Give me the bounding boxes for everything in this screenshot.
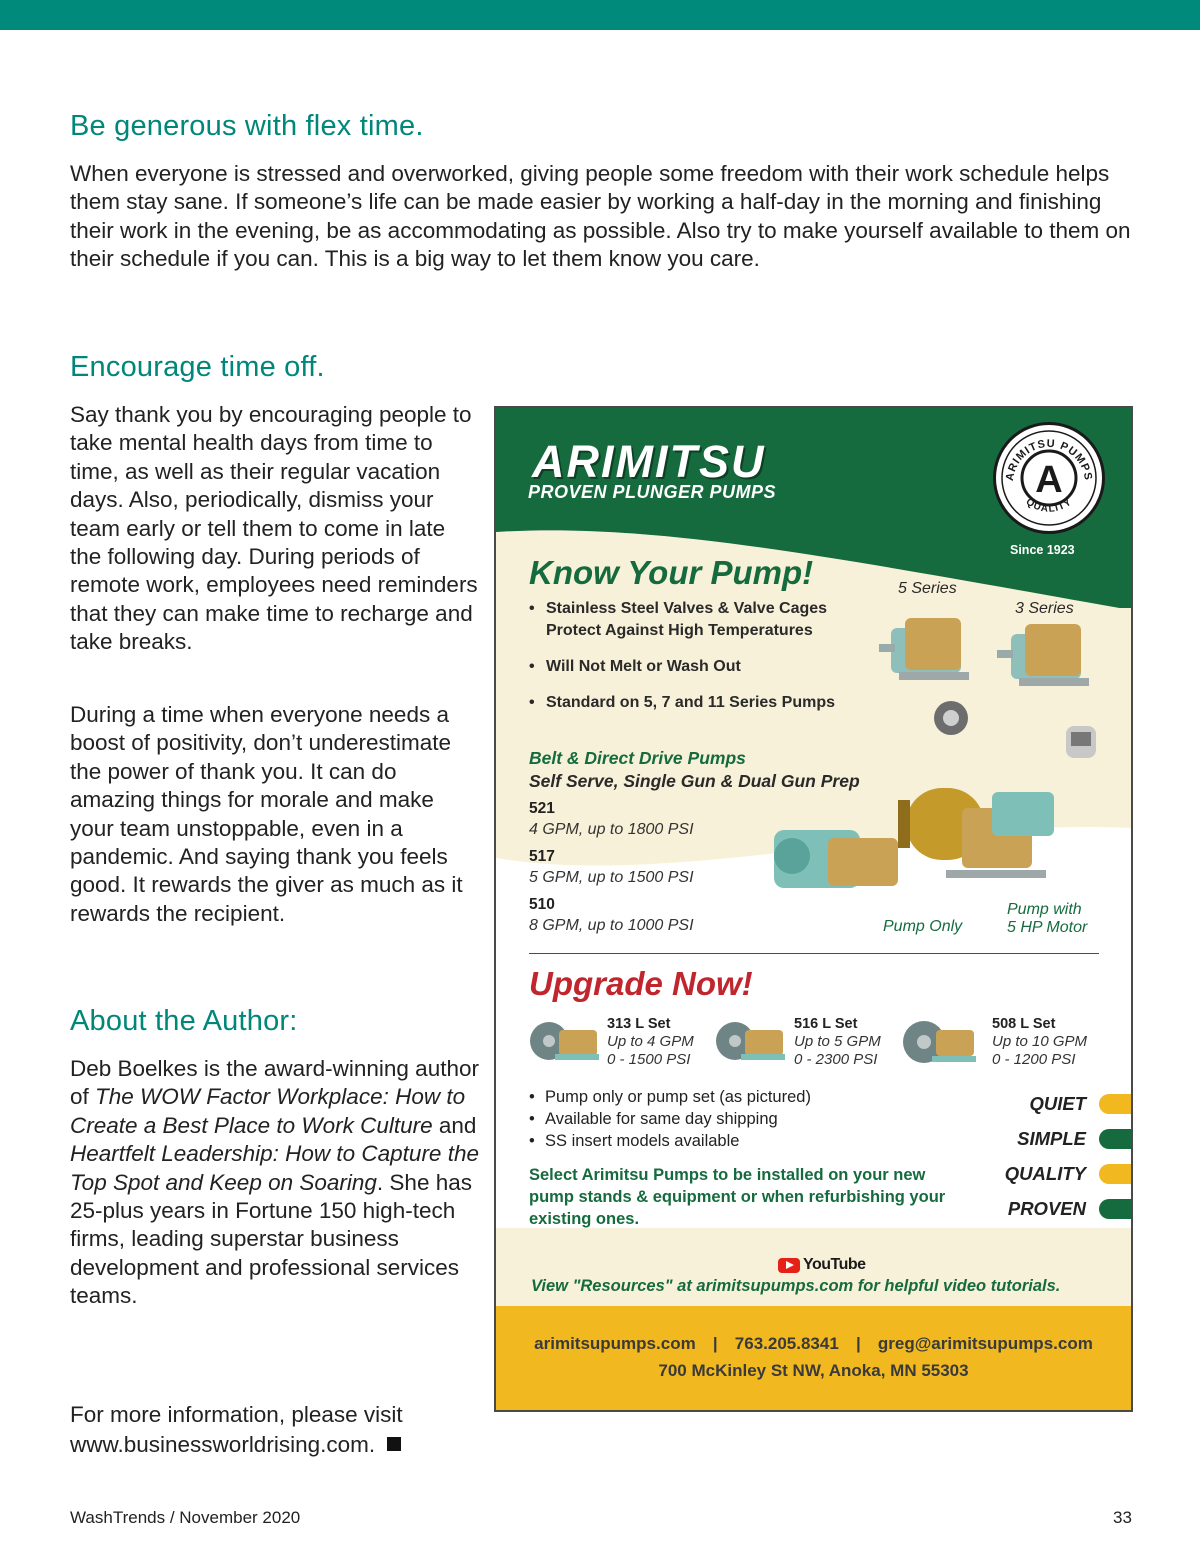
top-color-bar xyxy=(0,0,1200,30)
paragraph-time-off-1-text: Say thank you by encouraging people to take mental health days from time to time, as well as their regular vacation days. Also, periodically, dismiss your team early or tell them to come in late the following day. During periods of remote work, employees need reminders that they can make time to recharge and take breaks. xyxy=(70,402,478,655)
heading-time-off: Encourage time off. xyxy=(70,351,325,383)
svg-text:ARIMITSU PUMPS: ARIMITSU PUMPS xyxy=(1003,437,1095,482)
pump-feature-item: • Standard on 5, 7 and 11 Series Pumps xyxy=(529,692,879,714)
model-spec: 4 GPM, up to 1800 PSI xyxy=(529,821,694,838)
youtube-logo xyxy=(778,1256,866,1274)
model-number: 521 xyxy=(529,800,555,817)
quality-seal xyxy=(993,422,1105,534)
label-pump-only: Pump Only xyxy=(883,918,963,935)
contact-address: 700 McKinley St NW, Anoka, MN 55303 xyxy=(658,1361,969,1380)
upgrade-feature-item: • Pump only or pump set (as pictured) xyxy=(529,1086,811,1108)
pump-set-313 xyxy=(607,1016,694,1069)
tag-label: SIMPLE xyxy=(1017,1128,1086,1149)
upgrade-feature-item: • Available for same day shipping xyxy=(529,1108,811,1130)
pump-set-image-3 xyxy=(902,1014,978,1076)
paragraph-author-bio xyxy=(70,1055,480,1311)
pump-set-gpm: Up to 10 GPM xyxy=(992,1033,1088,1050)
svg-text:QUALITY: QUALITY xyxy=(1023,496,1075,515)
model-spec: 8 GPM, up to 1000 PSI xyxy=(529,917,694,934)
tag-quality xyxy=(966,1161,1131,1196)
author-bio-pre: Deb Boelkes is the award-winning author of xyxy=(70,1056,479,1110)
contact-line: arimitsupumps.com | 763.205.8341 | greg@arimitsupumps.com xyxy=(534,1334,1093,1353)
svg-text:A: A xyxy=(1035,459,1063,501)
select-pumps-text: Select Arimitsu Pumps to be installed on your new pump stands & equipment or when refurbishing your existing ones. xyxy=(529,1166,946,1228)
label-3-series: 3 Series xyxy=(1015,600,1074,617)
pump-set-psi: 0 - 2300 PSI xyxy=(794,1051,878,1068)
paragraph-time-off-2 xyxy=(70,701,480,928)
arimitsu-advertisement xyxy=(494,406,1133,1412)
section-divider xyxy=(529,953,1099,954)
book-title-wow-factor: The WOW Factor Workplace: How to Create a Best Place to Work Culture xyxy=(70,1084,466,1138)
label-5-series: 5 Series xyxy=(898,580,957,597)
end-mark-square-icon xyxy=(387,1437,401,1451)
pump-set-title: 313 L Set xyxy=(607,1016,671,1032)
brand-name: ARIMITSU xyxy=(532,436,766,487)
youtube-play-icon xyxy=(778,1258,800,1273)
upgrade-feature-list xyxy=(529,1086,811,1152)
tag-label: PROVEN xyxy=(1007,1198,1086,1219)
youtube-strip xyxy=(496,1244,1131,1306)
brand-tagline: PROVEN PLUNGER PUMPS xyxy=(528,482,777,502)
book-title-heartfelt-leadership: Heartfelt Leadership: How to Capture the Top Spot and Keep on Soaring xyxy=(70,1141,479,1195)
tag-pill-icon xyxy=(1099,1129,1131,1149)
tag-pill-icon xyxy=(1099,1094,1131,1114)
subheading-drive-pumps: Self Serve, Single Gun & Dual Gun Prep xyxy=(529,771,860,791)
tag-pill-icon xyxy=(1099,1164,1131,1184)
upgrade-feature-item: • SS insert models available xyxy=(529,1130,811,1152)
model-item xyxy=(529,847,779,889)
pump-feature-item: • Will Not Melt or Wash Out xyxy=(529,656,879,678)
paragraph-time-off-2-text: During a time when everyone needs a boost of positivity, don’t underestimate the power of thank you. It can do amazing things for morale and make your team unstoppable, even in a pandemic. And saying thank you feels good. It rewards the giver as much as it rewards the recipient. xyxy=(70,702,463,926)
paragraph-flex-time xyxy=(70,160,1140,274)
tag-pill-icon xyxy=(1099,1199,1131,1219)
model-item xyxy=(529,895,779,937)
tag-proven xyxy=(966,1196,1131,1231)
footer-page-number: 33 xyxy=(1113,1508,1132,1527)
tag-quiet xyxy=(966,1091,1131,1126)
pump-set-gpm: Up to 4 GPM xyxy=(607,1033,694,1050)
label-pump-with-motor-1: Pump with xyxy=(1007,901,1082,918)
footer-publication: WashTrends / November 2020 xyxy=(70,1508,301,1527)
model-item xyxy=(529,799,779,841)
pump-feature-list xyxy=(529,598,879,728)
pump-set-title: 508 L Set xyxy=(992,1016,1056,1032)
pump-images-series xyxy=(871,608,1111,768)
pump-set-image-2 xyxy=(715,1014,787,1074)
model-list xyxy=(529,799,779,943)
tag-label: QUALITY xyxy=(1004,1163,1086,1184)
quality-tags xyxy=(966,1091,1131,1231)
since-year: Since 1923 xyxy=(1010,543,1075,557)
view-resources-text: View "Resources" at arimitsupumps.com for helpful video tutorials. xyxy=(531,1277,1061,1295)
pump-set-508 xyxy=(992,1016,1087,1069)
headline-know-your-pump: Know Your Pump! xyxy=(529,554,814,591)
model-number: 510 xyxy=(529,896,555,913)
pump-set-psi: 0 - 1500 PSI xyxy=(607,1051,691,1068)
pump-set-psi: 0 - 1200 PSI xyxy=(992,1051,1076,1068)
label-pump-with-motor-2: 5 HP Motor xyxy=(1007,919,1088,936)
pump-set-title: 516 L Set xyxy=(794,1016,858,1032)
author-bio-post: . She has 25-plus years in Fortune 150 high-tech firms, leading superstar business development and professional services teams. xyxy=(70,1169,472,1309)
contact-background xyxy=(496,1306,1131,1410)
pump-set-gpm: Up to 5 GPM xyxy=(794,1033,881,1050)
label-pump-with-motor xyxy=(1007,901,1087,937)
pump-feature-item: • Stainless Steel Valves & Valve Cages Protect Against High Temperatures xyxy=(529,598,879,642)
author-bio-and: and xyxy=(432,1112,477,1138)
author-bio-text xyxy=(70,1055,480,1311)
heading-flex-time: Be generous with flex time. xyxy=(70,110,424,142)
pump-set-image-1 xyxy=(529,1014,601,1074)
pump-set-516 xyxy=(794,1016,881,1069)
paragraph-time-off-1 xyxy=(70,401,480,657)
heading-about-author: About the Author: xyxy=(70,1005,298,1037)
heading-drive-pumps: Belt & Direct Drive Pumps xyxy=(529,748,746,768)
model-spec: 5 GPM, up to 1500 PSI xyxy=(529,869,694,886)
tag-label: QUIET xyxy=(1029,1093,1086,1114)
youtube-wordmark: YouTube xyxy=(803,1256,866,1273)
headline-upgrade-now: Upgrade Now! xyxy=(529,965,753,1002)
tag-simple xyxy=(966,1126,1131,1161)
model-number: 517 xyxy=(529,848,555,865)
more-info xyxy=(70,1400,480,1460)
more-info-text: For more information, please visit www.businessworldrising.com. xyxy=(70,1402,403,1457)
pump-images-drive xyxy=(766,778,1066,908)
paragraph-flex-time-text: When everyone is stressed and overworked, giving people some freedom with their work schedule helps them stay sane. If someone’s life can be made easier by working a half-day in the morning and finishing their work in the evening, be as accommodating as possible. Also try to make yourself available to them on their schedule if you can. This is a big way to let them know you care. xyxy=(70,161,1131,272)
arimitsu-logo xyxy=(528,436,822,506)
